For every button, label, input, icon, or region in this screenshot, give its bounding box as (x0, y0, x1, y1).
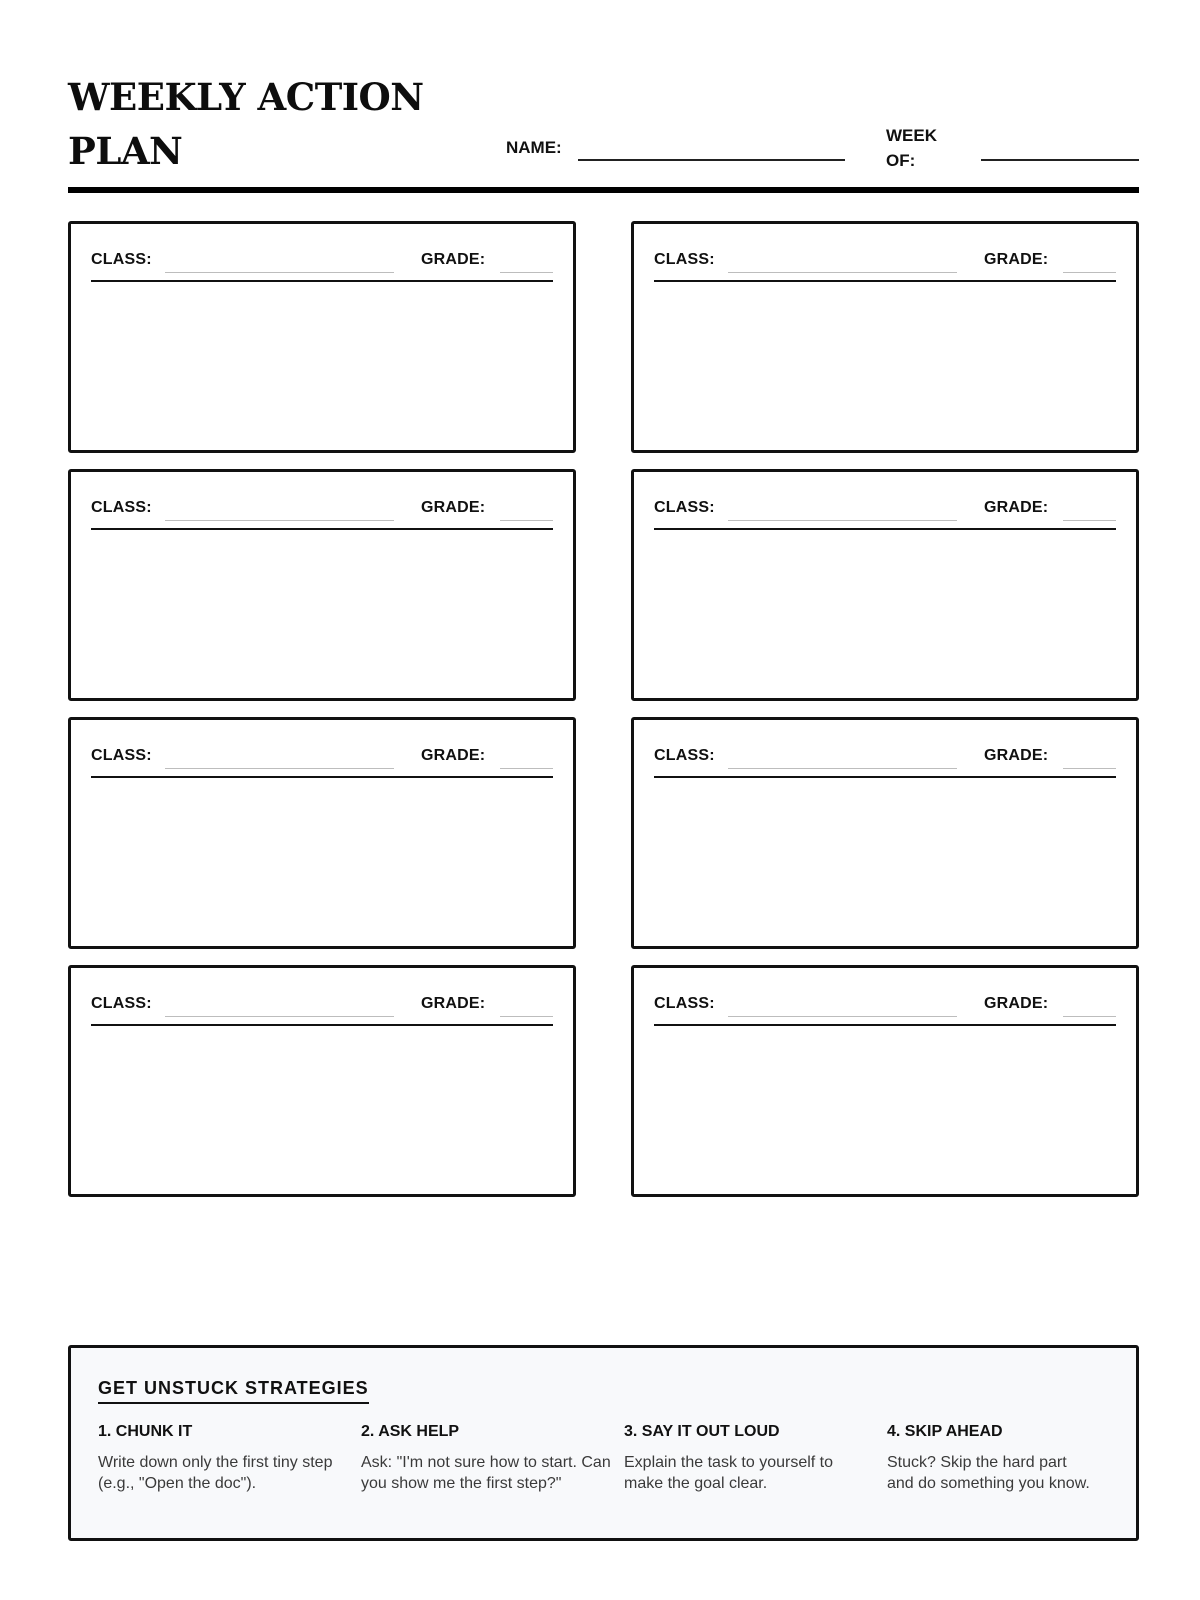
grade-label: GRADE: (984, 251, 1049, 268)
strategy-item (361, 1422, 624, 1494)
class-card (631, 469, 1139, 701)
class-label: CLASS: (654, 995, 715, 1012)
class-cards-grid (68, 221, 1139, 1197)
name-label: NAME: (506, 138, 562, 157)
grade-field[interactable] (500, 1016, 553, 1017)
page-title: WEEKLY ACTION PLAN (68, 75, 424, 173)
class-card-header (654, 990, 1116, 1026)
grade-label: GRADE: (421, 747, 486, 764)
strategy-item (887, 1422, 1108, 1494)
strategies-box (68, 1345, 1139, 1541)
class-field[interactable] (165, 1016, 394, 1017)
class-card-header (654, 494, 1116, 530)
grade-label: GRADE: (984, 747, 1049, 764)
class-field[interactable] (728, 1016, 957, 1017)
class-label: CLASS: (91, 499, 152, 516)
grade-field[interactable] (1063, 272, 1116, 273)
class-card-notes-area[interactable] (91, 286, 553, 426)
class-card (631, 717, 1139, 949)
class-label: CLASS: (91, 747, 152, 764)
class-card (68, 717, 576, 949)
class-field[interactable] (728, 272, 957, 273)
strategy-item (98, 1422, 361, 1494)
week-of-label: WEEK OF: (886, 126, 937, 170)
name-field[interactable] (578, 159, 845, 161)
grade-label: GRADE: (421, 995, 486, 1012)
class-label: CLASS: (654, 499, 715, 516)
class-card (631, 965, 1139, 1197)
class-card-notes-area[interactable] (91, 534, 553, 674)
class-field[interactable] (728, 520, 957, 521)
worksheet-page (68, 0, 1139, 1600)
strategy-heading: 3. SAY IT OUT LOUD (624, 1423, 780, 1440)
class-card-notes-area[interactable] (91, 1030, 553, 1170)
class-card-notes-area[interactable] (654, 782, 1116, 922)
strategy-text: Ask: "I'm not sure how to start. Can you show me the first step?" (361, 1454, 611, 1492)
class-card-header (91, 742, 553, 778)
header-divider (68, 187, 1139, 193)
strategy-heading: 4. SKIP AHEAD (887, 1423, 1003, 1440)
grade-field[interactable] (1063, 520, 1116, 521)
class-card (631, 221, 1139, 453)
strategies-list (98, 1422, 1108, 1494)
grade-field[interactable] (1063, 1016, 1116, 1017)
class-card-notes-area[interactable] (91, 782, 553, 922)
class-card-header (654, 742, 1116, 778)
class-card-header (654, 246, 1116, 282)
class-card-header (91, 990, 553, 1026)
grade-field[interactable] (500, 520, 553, 521)
class-card-notes-area[interactable] (654, 1030, 1116, 1170)
class-card (68, 965, 576, 1197)
class-card (68, 221, 576, 453)
class-label: CLASS: (654, 747, 715, 764)
class-field[interactable] (165, 272, 394, 273)
class-label: CLASS: (91, 251, 152, 268)
class-field[interactable] (728, 768, 957, 769)
strategy-text: Write down only the first tiny step (e.g., "Open the doc"). (98, 1454, 333, 1492)
strategy-heading: 1. CHUNK IT (98, 1423, 193, 1440)
strategy-item (624, 1422, 887, 1494)
grade-label: GRADE: (421, 499, 486, 516)
grade-field[interactable] (1063, 768, 1116, 769)
class-card-notes-area[interactable] (654, 286, 1116, 426)
grade-label: GRADE: (984, 499, 1049, 516)
header (68, 70, 1139, 190)
class-field[interactable] (165, 520, 394, 521)
class-label: CLASS: (654, 251, 715, 268)
grade-label: GRADE: (984, 995, 1049, 1012)
grade-field[interactable] (500, 272, 553, 273)
class-card (68, 469, 576, 701)
strategy-heading: 2. ASK HELP (361, 1423, 460, 1440)
grade-field[interactable] (500, 768, 553, 769)
class-field[interactable] (165, 768, 394, 769)
class-card-header (91, 494, 553, 530)
class-card-header (91, 246, 553, 282)
grade-label: GRADE: (421, 251, 486, 268)
week-of-field[interactable] (981, 159, 1139, 161)
strategy-text: Explain the task to yourself to make the goal clear. (624, 1454, 833, 1492)
strategies-title: GET UNSTUCK STRATEGIES (98, 1378, 369, 1404)
strategy-text: Stuck? Skip the hard part and do something you know. (887, 1454, 1090, 1492)
class-card-notes-area[interactable] (654, 534, 1116, 674)
class-label: CLASS: (91, 995, 152, 1012)
